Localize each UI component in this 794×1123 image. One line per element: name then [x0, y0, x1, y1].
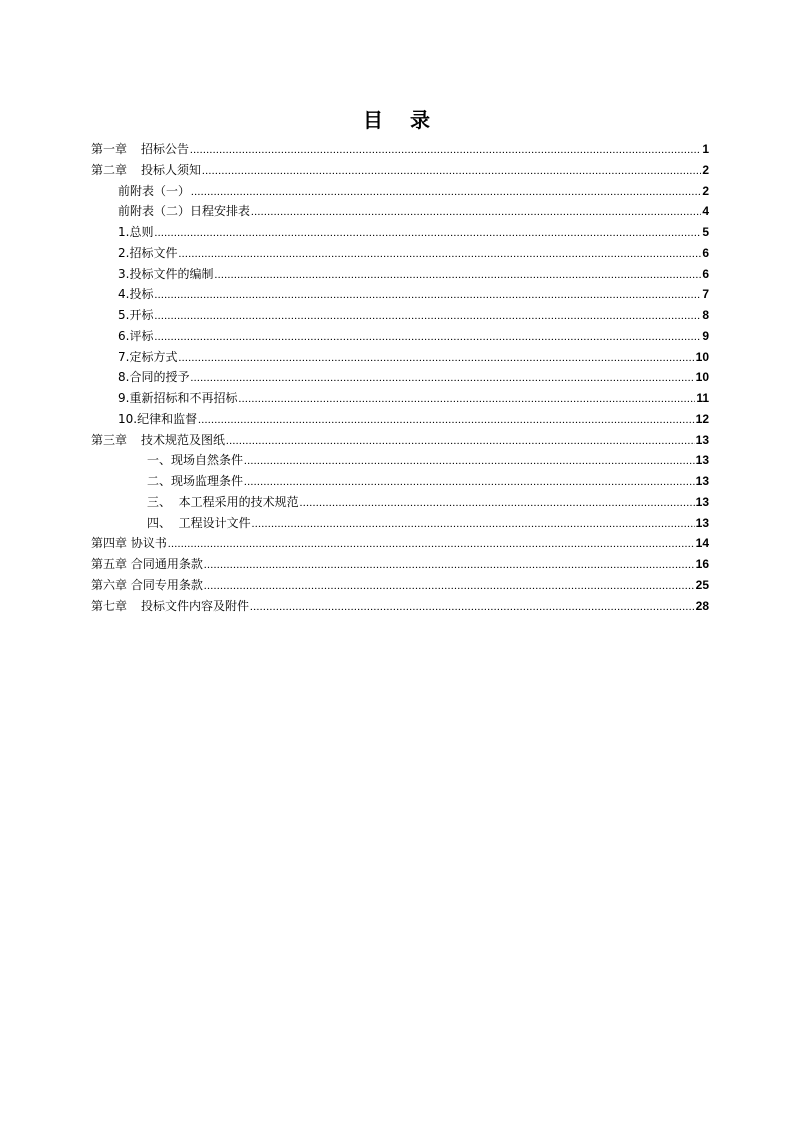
toc-entry-text: 7.定标方式	[118, 349, 178, 364]
toc-leader	[191, 182, 701, 203]
toc-leader	[238, 389, 695, 410]
toc-leader	[244, 451, 695, 472]
toc-page-number: 8	[702, 308, 709, 322]
toc-entry[interactable]	[91, 471, 709, 492]
toc-entry[interactable]	[91, 492, 709, 513]
toc-entry[interactable]	[91, 596, 709, 617]
toc-page-number: 13	[695, 453, 709, 468]
toc-entry[interactable]	[91, 160, 709, 181]
toc-page-number: 13	[695, 515, 709, 530]
toc-page-number: 4	[702, 204, 709, 219]
toc-leader	[190, 140, 701, 161]
toc-chapter-prefix: 第四章	[91, 536, 128, 551]
toc-page-number: 25	[695, 577, 709, 592]
toc-page-number: 28	[695, 598, 709, 613]
toc-entry[interactable]	[91, 264, 709, 285]
toc-page-number: 7	[702, 287, 709, 302]
toc-chapter-prefix: 第七章	[91, 598, 128, 613]
toc-entry-text: 前附表（一）	[118, 183, 191, 198]
toc-page-number: 13	[695, 432, 709, 447]
toc-entry-text: 4.投标	[118, 287, 154, 302]
toc-entry[interactable]	[91, 181, 709, 202]
toc-leader	[300, 493, 695, 514]
table-of-contents	[91, 139, 709, 616]
toc-leader	[168, 534, 695, 555]
toc-leader	[154, 306, 701, 327]
toc-entry[interactable]	[91, 243, 709, 264]
toc-leader	[250, 597, 695, 618]
toc-page-number: 10	[695, 349, 709, 364]
toc-entry[interactable]	[91, 430, 709, 451]
toc-entry-text: 投标文件内容及附件	[141, 598, 250, 613]
toc-page-number: 6	[702, 245, 709, 260]
toc-entry-text: 5.开标	[118, 308, 154, 322]
toc-leader	[198, 410, 695, 431]
toc-entry-text: 招标公告	[141, 142, 190, 156]
toc-page-number: 2	[702, 183, 709, 198]
toc-page-number: 5	[702, 225, 709, 239]
toc-entry-text: 8.合同的授予	[118, 370, 190, 385]
toc-leader	[251, 202, 701, 223]
toc-entry-text: 1.总则	[118, 225, 154, 239]
toc-entry[interactable]	[91, 222, 709, 243]
toc-leader	[226, 431, 695, 452]
toc-leader	[154, 223, 701, 244]
toc-page-number: 16	[695, 557, 709, 571]
toc-entry[interactable]	[91, 554, 709, 575]
toc-entry[interactable]	[91, 326, 709, 347]
toc-leader	[252, 514, 695, 535]
toc-entry[interactable]	[91, 388, 709, 409]
toc-page-number: 6	[702, 266, 709, 281]
toc-entry-text: 投标人须知	[141, 162, 202, 177]
toc-leader	[190, 368, 694, 389]
toc-leader	[214, 265, 701, 286]
toc-entry-text: 6.评标	[118, 328, 154, 343]
toc-entry[interactable]	[91, 450, 709, 471]
toc-chapter-prefix: 第一章	[91, 142, 128, 156]
toc-entry-text: 前附表（二）日程安排表	[118, 204, 251, 219]
toc-entry[interactable]	[91, 409, 709, 430]
toc-leader	[178, 348, 694, 369]
toc-title-char-2: 录	[410, 108, 431, 132]
toc-leader	[202, 161, 701, 182]
toc-page-number: 13	[695, 494, 709, 509]
toc-entry-text: 合同专用条款	[130, 577, 203, 592]
toc-entry[interactable]	[91, 347, 709, 368]
toc-entry[interactable]	[91, 201, 709, 222]
toc-page-number: 1	[702, 142, 709, 156]
toc-entry-text: 9.重新招标和不再招标	[118, 391, 238, 405]
toc-title-char-1: 目	[363, 108, 384, 132]
toc-entry[interactable]	[91, 284, 709, 305]
toc-entry[interactable]	[91, 513, 709, 534]
toc-entry-text: 技术规范及图纸	[141, 432, 226, 447]
toc-entry-text: 合同通用条款	[130, 557, 203, 571]
toc-page-number: 11	[696, 391, 709, 405]
toc-entry-text: 三、 本工程采用的技术规范	[147, 494, 299, 509]
toc-page-number: 10	[695, 370, 709, 385]
toc-leader	[204, 555, 695, 576]
toc-entry[interactable]	[91, 367, 709, 388]
toc-entry-text: 二、现场监理条件	[147, 474, 244, 488]
toc-entry[interactable]	[91, 305, 709, 326]
toc-page-number: 9	[702, 328, 709, 343]
toc-entry-text: 一、现场自然条件	[147, 453, 244, 468]
toc-title	[0, 104, 794, 133]
toc-chapter-prefix: 第五章	[91, 557, 128, 571]
toc-entry-text: 协议书	[130, 536, 167, 551]
toc-entry[interactable]	[91, 575, 709, 596]
toc-chapter-prefix: 第三章	[91, 432, 128, 447]
toc-leader	[178, 244, 701, 265]
toc-chapter-prefix: 第二章	[91, 162, 128, 177]
toc-leader	[154, 285, 701, 306]
toc-page-number: 12	[695, 411, 709, 426]
toc-page-number: 14	[695, 536, 709, 551]
toc-entry-text: 四、 工程设计文件	[147, 515, 251, 530]
toc-page-number: 13	[695, 474, 709, 488]
toc-entry[interactable]	[91, 139, 709, 160]
toc-leader	[154, 327, 701, 348]
toc-chapter-prefix: 第六章	[91, 577, 128, 592]
toc-entry[interactable]	[91, 533, 709, 554]
toc-entry-text: 10.纪律和监督	[118, 411, 198, 426]
toc-leader	[244, 472, 695, 493]
toc-entry-text: 3.投标文件的编制	[118, 266, 214, 281]
toc-page-number: 2	[702, 162, 709, 177]
toc-entry-text: 2.招标文件	[118, 245, 178, 260]
toc-leader	[204, 576, 695, 597]
